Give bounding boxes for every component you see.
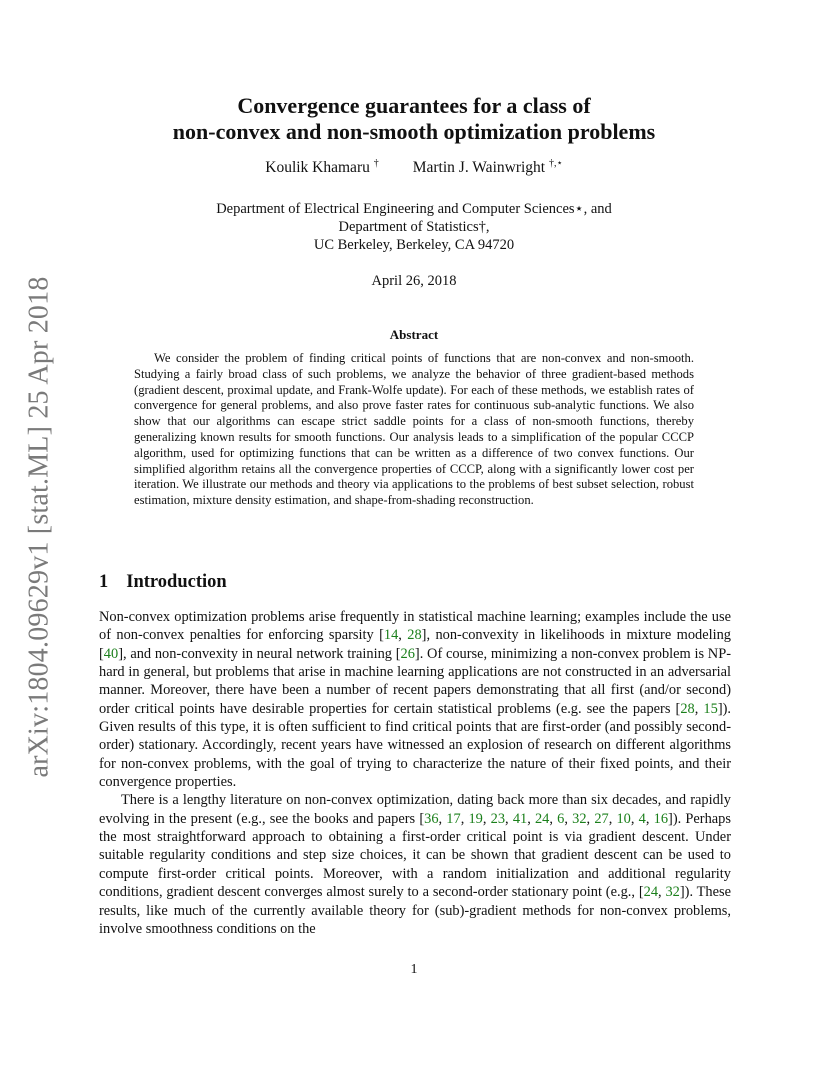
- text-run: ,: [549, 810, 558, 827]
- citation-link[interactable]: 15: [703, 700, 718, 717]
- text-run: ,: [398, 627, 408, 644]
- text-run: ]). Perhaps the most straightforward approach to obtaining a first-order critical point is via gradient descent. Under suitable regularity conditions and step size choices, it can be shown that gradient descent can be used to compute first-order critical points. Moreover, with a random initialization and additional regularity conditions, gradient descent converges almost surely to a second-order stationary point (e.g., [: [99, 810, 731, 901]
- abstract-text: We consider the problem of finding critical points of functions that are non-convex and non-smooth. Studying a fairly broad class of such problems, we analyze the behavior of three gradient-based methods (gradient descent, proximal update, and Frank-Wolfe update). For each of these methods, we establish rates of convergence for general problems, and also prove faster rates for continuous sub-analytic functions. We also show that our algorithms can escape strict saddle points for a class of non-smooth functions, thereby generalizing known results for smooth functions. Our analysis leads to a simplification of the popular CCCP algorithm, used for optimizing functions that can be written as a difference of two convex functions. Our simplified algorithm retains all the convergence properties of CCCP, along with a significantly lower cost per iteration. We illustrate our methods and theory via applications to the problems of best subset selection, robust estimation, mixture density estimation, and shape-from-shading reconstruction.: [134, 351, 694, 508]
- citation-link[interactable]: 16: [653, 810, 669, 827]
- abstract-heading: Abstract: [389, 327, 439, 342]
- affiliation-mark: †: [373, 158, 379, 169]
- text-run: ,: [694, 700, 704, 717]
- citation-link[interactable]: 28: [407, 627, 422, 644]
- text-run: ,: [586, 810, 595, 827]
- text-run: ,: [527, 810, 535, 827]
- paragraph-1: [99, 608, 731, 791]
- page-number: 1: [410, 962, 418, 977]
- arxiv-watermark: [14, 276, 66, 778]
- citation-link[interactable]: 26: [400, 645, 415, 662]
- author-khamaru: [265, 158, 378, 177]
- text-run: ,: [564, 810, 573, 827]
- paragraph-2: [99, 791, 731, 938]
- citation-link[interactable]: 6: [557, 810, 565, 827]
- citation-link[interactable]: 24: [534, 810, 550, 827]
- author-name: Koulik Khamaru: [265, 159, 370, 177]
- text-run: ,: [505, 810, 513, 827]
- text-run: ,: [460, 810, 469, 827]
- citation-link[interactable]: 32: [665, 884, 680, 901]
- citation-link[interactable]: 27: [594, 810, 609, 827]
- text-run: ], and non-convexity in neural network training [: [118, 645, 401, 662]
- text-run: There is a lengthy literature on non-convex optimization, dating back more than six decades, and rapidly evolving in the present (e.g., see the books and papers [: [99, 792, 731, 827]
- text-run: ]). Given results of this type, it is often sufficient to find critical points that are first-order (and possibly second-order) stationary. Accordingly, recent years have witnessed an explosion of research on different algorithms for non-convex problems, with the goal of trying to characterize the nature of their fixed points, and their convergence properties.: [99, 700, 731, 791]
- citation-link[interactable]: 28: [680, 700, 695, 717]
- text-run: ,: [658, 884, 666, 901]
- paper-date: April 26, 2018: [371, 273, 457, 289]
- affiliation-line-1: Department of Electrical Engineering and Computer Sciences⋆, and: [216, 201, 612, 217]
- citation-link[interactable]: 40: [103, 645, 119, 662]
- citation-link[interactable]: 32: [572, 810, 587, 827]
- affiliation-mark: †,⋆: [548, 158, 563, 169]
- author-wainwright: [413, 158, 563, 177]
- title-line-1: Convergence guarantees for a class of: [237, 93, 591, 118]
- text-run: ,: [645, 810, 654, 827]
- author-name: Martin J. Wainwright: [412, 159, 546, 177]
- affiliations: [120, 200, 708, 254]
- citation-link[interactable]: 10: [616, 810, 631, 827]
- introduction-body: [99, 608, 731, 938]
- text-run: ], non-convexity in likelihoods in mixture modeling [: [99, 627, 731, 662]
- citation-link[interactable]: 24: [643, 884, 659, 901]
- title-line-2: non-convex and non-smooth optimization problems: [172, 119, 656, 144]
- arxiv-identifier: arXiv:1804.09629v1 [stat.ML] 25 Apr 2018: [24, 276, 55, 778]
- text-run: ]. Of course, minimizing a non-convex problem is NP-hard in general, but problems that arise in machine learning applications are not constructed in an adversarial manner. Moreover, there have been a number of recent papers demonstrating that all first (and/or second) order critical points have desirable properties for certain statistical problems (e.g. see the papers [: [99, 645, 731, 717]
- citation-link[interactable]: 41: [512, 810, 528, 827]
- affiliation-line-3: UC Berkeley, Berkeley, CA 94720: [313, 237, 515, 253]
- text-run: ,: [608, 810, 617, 827]
- citation-link[interactable]: 14: [383, 627, 399, 644]
- paper-title: [60, 93, 768, 145]
- citation-link[interactable]: 4: [638, 810, 646, 827]
- text-run: ,: [482, 810, 491, 827]
- text-run: ,: [630, 810, 639, 827]
- author-list: [160, 158, 668, 177]
- text-run: Non-convex optimization problems arise frequently in statistical machine learning; examples include the use of non-convex penalties for enforcing sparsity [: [99, 609, 731, 644]
- text-run: ,: [438, 810, 447, 827]
- affiliation-line-2: Department of Statistics†,: [338, 219, 490, 235]
- citation-link[interactable]: 19: [468, 810, 483, 827]
- section-number: 1: [99, 572, 109, 592]
- section-heading-introduction: [99, 572, 227, 593]
- text-run: ]). These results, like much of the currently available theory for (sub)-gradient methods for non-convex problems, involve smoothness conditions on the: [99, 884, 731, 937]
- section-title: Introduction: [126, 572, 227, 592]
- citation-link[interactable]: 36: [424, 810, 439, 827]
- citation-link[interactable]: 17: [446, 810, 461, 827]
- citation-link[interactable]: 23: [490, 810, 506, 827]
